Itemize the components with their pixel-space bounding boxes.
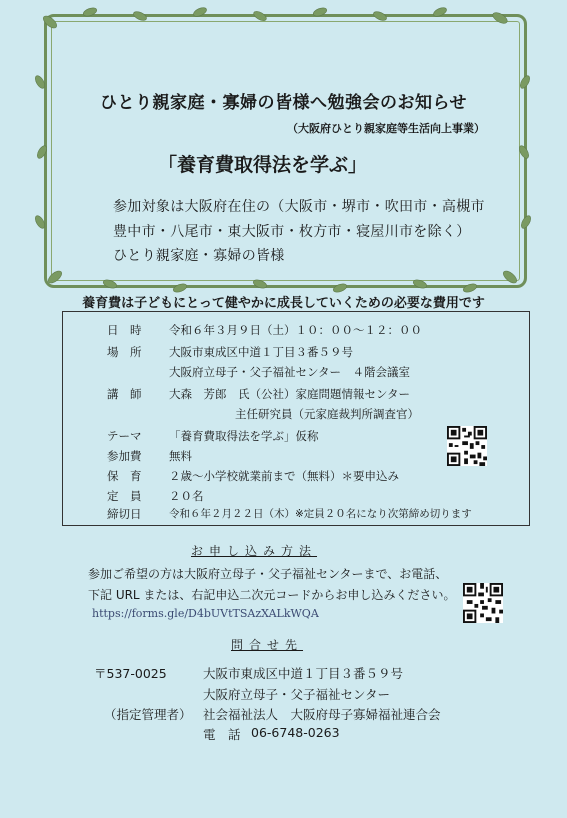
place-label: 場 所 <box>107 345 142 359</box>
place-line: 大阪市東成区中道１丁目３番５９号 <box>169 345 353 359</box>
event-details-box <box>62 311 530 526</box>
deadline-label: 締切日 <box>107 507 142 521</box>
contact-section-title: 問合せ先 <box>231 638 304 652</box>
page-title: ひとり親家庭・寡婦の皆様へ勉強会のお知らせ <box>100 93 467 113</box>
lecturer-line: 大森 芳郎 氏（公社）家庭問題情報センター <box>169 387 411 401</box>
childcare-value: ２歳〜小学校就業前まで（無料）＊要申込み <box>169 469 399 483</box>
apply-url-link[interactable]: https://forms.gle/D4bUVtTSAzXALkWQA <box>92 607 319 620</box>
capacity-value: ２０名 <box>169 489 204 503</box>
qr-code-icon[interactable] <box>447 426 487 466</box>
date-label: 日 時 <box>107 323 142 337</box>
target-line: 参加対象は大阪府在住の（大阪市・堺市・吹田市・高槻市 <box>113 199 485 215</box>
apply-text-line: 下記 URL または、右記申込二次元コードからお申し込みください。 <box>88 588 456 602</box>
lecturer-line: 主任研究員（元家庭裁判所調査官） <box>235 407 419 421</box>
banner-text: 養育費は子どもにとって健やかに成長していくための必要な費用です <box>82 296 485 311</box>
phone-number[interactable]: 06-6748-0263 <box>251 725 340 740</box>
theme-label: テーマ <box>107 429 142 443</box>
place-line: 大阪府立母子・父子福祉センター ４階会議室 <box>169 365 411 379</box>
apply-section-title: お申し込み方法 <box>191 544 318 558</box>
page-subtitle: （大阪府ひとり親家庭等生活向上事業） <box>287 122 485 135</box>
target-line: ひとり親家庭・寡婦の皆様 <box>113 248 285 264</box>
capacity-label: 定 員 <box>107 489 142 503</box>
contact-address: 大阪市東成区中道１丁目３番５９号 <box>203 666 404 681</box>
date-value: 令和６年３月９日（土）１０：００〜１２：００ <box>169 323 422 337</box>
fee-label: 参加費 <box>107 449 142 463</box>
childcare-label: 保 育 <box>107 469 142 483</box>
topic-title: 「養育費取得法を学ぶ」 <box>158 154 368 176</box>
lecturer-label: 講 師 <box>107 387 142 401</box>
fee-value: 無料 <box>169 449 192 463</box>
contact-center: 大阪府立母子・父子福祉センター <box>203 687 391 702</box>
deadline-value: 令和６年２月２２日（木）※定員２０名になり次第締め切ります <box>169 508 472 520</box>
phone-label: 電 話 <box>203 727 241 742</box>
manager-label: （指定管理者） <box>104 707 192 722</box>
target-line: 豊中市・八尾市・東大阪市・枚方市・寝屋川市を除く） <box>113 224 471 240</box>
qr-code-icon[interactable] <box>463 583 503 623</box>
postal-code: 〒537-0025 <box>94 666 167 681</box>
theme-value: 「養育費取得法を学ぶ」仮称 <box>169 429 319 443</box>
apply-text-line: 参加ご希望の方は大阪府立母子・父子福祉センターまで、お電話、 <box>88 567 448 581</box>
contact-manager: 社会福祉法人 大阪府母子寡婦福祉連合会 <box>203 707 441 722</box>
